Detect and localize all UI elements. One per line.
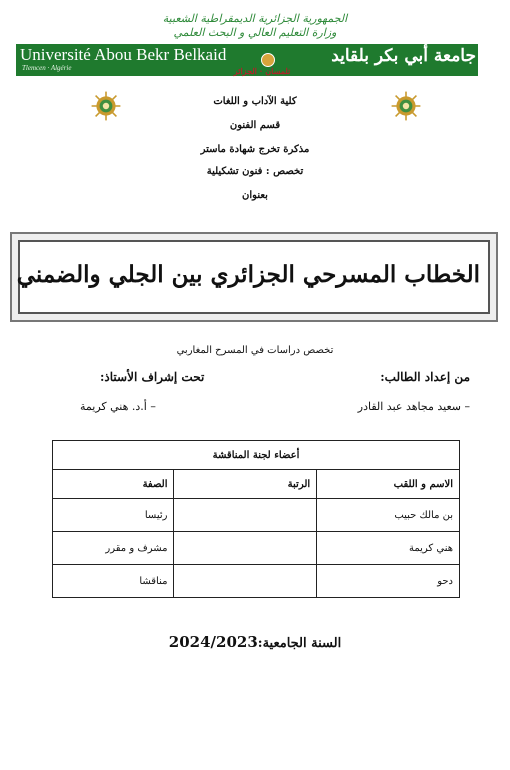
specialty-note: تخصص دراسات في المسرح المغاربي: [176, 345, 334, 356]
faculty-name: كلية الآداب و اللغات: [213, 96, 297, 107]
table-row: [53, 565, 460, 598]
university-city-ar: تلمسان · الجزائر: [233, 66, 291, 76]
member-name: دحو: [317, 565, 460, 598]
jury-header-row: [53, 470, 460, 499]
supervisor-name: – أ.د. هني كريمة: [80, 400, 156, 413]
university-logo-icon: [261, 53, 275, 67]
academic-year-value: 2024/2023: [168, 633, 258, 651]
member-role: مشرف و مقرر: [53, 532, 174, 565]
member-role: مناقشا: [53, 565, 174, 598]
university-name-ar: جامعة أبي بكر بلقايد: [331, 46, 476, 66]
academic-year: [150, 633, 360, 651]
thesis-title: الخطاب المسرحي الجزائري بين الجلي والضمني: [16, 261, 480, 288]
column-header-name: الاسم و اللقب: [317, 470, 460, 499]
thesis-type: مذكرة تخرج شهادة ماستر: [200, 144, 310, 155]
specialty-line: تخصص : فنون تشكيلية: [206, 166, 304, 177]
university-location-fr: Tlemcen · Algérie: [22, 64, 72, 72]
jury-title: أعضاء لجنة المناقشة: [53, 441, 460, 470]
member-rank: [174, 499, 317, 532]
table-row: [53, 499, 460, 532]
university-name-fr: Université Abou Bekr Belkaid: [20, 45, 227, 64]
ministry-heading: وزارة التعليم العالي و البحث العلمي: [173, 26, 337, 39]
member-rank: [174, 532, 317, 565]
column-header-role: الصفة: [53, 470, 174, 499]
column-header-rank: الرتبة: [174, 470, 317, 499]
table-row: [53, 532, 460, 565]
supervisor-label: تحت إشراف الأستاذ:: [100, 370, 205, 384]
member-name: هني كريمة: [317, 532, 460, 565]
department-name: قسم الفنون: [229, 120, 281, 131]
titled-label: بعنوان: [242, 190, 268, 201]
academic-year-label: السنة الجامعية:: [257, 636, 342, 651]
republic-heading: الجمهورية الجزائرية الديمقراطية الشعبية: [162, 12, 348, 25]
student-label: من إعداد الطالب:: [380, 370, 470, 384]
jury-table: [52, 440, 460, 598]
jury-title-row: [53, 441, 460, 470]
member-role: رئيسا: [53, 499, 174, 532]
student-name: – سعيد مجاهد عبد القادر: [357, 400, 470, 413]
member-rank: [174, 565, 317, 598]
member-name: بن مالك حبيب: [317, 499, 460, 532]
